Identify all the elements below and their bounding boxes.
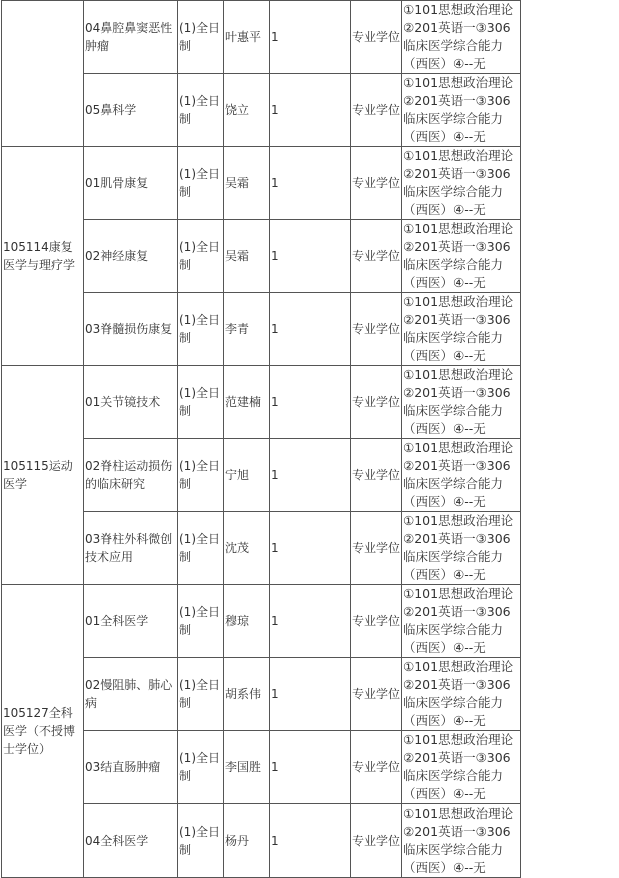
supervisor-cell (224, 512, 270, 585)
quota-cell (270, 293, 351, 366)
degree-type-cell (351, 74, 402, 147)
degree-type-cell (351, 1, 402, 74)
research-direction: 01肌骨康复 (85, 176, 149, 190)
study-mode: (1)全日制 (179, 386, 220, 418)
exam-subjects: ①101思想政治理论②201英语一③306临床医学综合能力（西医）④--无 (403, 221, 514, 290)
supervisor-cell (224, 585, 270, 658)
quota-cell (270, 658, 351, 731)
degree-type-cell (351, 585, 402, 658)
degree-type: 专业学位 (352, 103, 401, 117)
research-direction: 02脊柱运动损伤的临床研究 (85, 459, 173, 491)
study-mode-cell (178, 512, 224, 585)
study-mode: (1)全日制 (179, 94, 220, 126)
study-mode-cell (178, 658, 224, 731)
degree-type-cell (351, 439, 402, 512)
exam-subjects-cell (402, 293, 521, 366)
supervisor-cell (224, 804, 270, 878)
degree-type-cell (351, 220, 402, 293)
study-mode-cell (178, 293, 224, 366)
exam-subjects-cell (402, 512, 521, 585)
table-row (2, 366, 521, 439)
direction-cell (84, 585, 178, 658)
supervisor-cell (224, 1, 270, 74)
quota-cell (270, 74, 351, 147)
exam-subjects-cell (402, 585, 521, 658)
study-mode-cell (178, 731, 224, 804)
exam-subjects: ①101思想政治理论②201英语一③306临床医学综合能力（西医）④--无 (403, 805, 514, 875)
degree-type: 专业学位 (352, 833, 401, 848)
exam-subjects: ①101思想政治理论②201英语一③306临床医学综合能力（西医）④--无 (403, 148, 514, 217)
study-mode: (1)全日制 (179, 605, 220, 637)
supervisor-cell (224, 220, 270, 293)
quota: 1 (271, 395, 279, 409)
direction-cell (84, 220, 178, 293)
supervisor-cell (224, 147, 270, 220)
exam-subjects: ①101思想政治理论②201英语一③306临床医学综合能力（西医）④--无 (403, 294, 514, 363)
degree-type: 专业学位 (352, 614, 401, 628)
exam-subjects-cell (402, 658, 521, 731)
degree-type-cell (351, 366, 402, 439)
quota: 1 (271, 687, 279, 701)
exam-subjects: ①101思想政治理论②201英语一③306临床医学综合能力（西医）④--无 (403, 75, 514, 144)
direction-cell (84, 366, 178, 439)
degree-type: 专业学位 (352, 687, 401, 701)
quota-cell (270, 731, 351, 804)
supervisor: 吴霜 (225, 249, 250, 263)
study-mode-cell (178, 1, 224, 74)
supervisor: 李国胜 (225, 760, 262, 774)
direction-cell (84, 1, 178, 74)
supervisor: 吴霜 (225, 176, 250, 190)
quota: 1 (271, 322, 279, 336)
research-direction: 03脊髓损伤康复 (85, 322, 173, 336)
study-mode: (1)全日制 (179, 751, 220, 783)
degree-type: 专业学位 (352, 541, 401, 555)
study-mode: (1)全日制 (179, 240, 220, 272)
degree-type-cell (351, 147, 402, 220)
major-name: 105114康复医学与理疗学 (3, 240, 76, 272)
supervisor: 范建楠 (225, 395, 262, 409)
degree-type-cell (351, 804, 402, 878)
supervisor-cell (224, 731, 270, 804)
degree-type-cell (351, 658, 402, 731)
table-row (2, 585, 521, 658)
supervisor: 穆琼 (225, 614, 250, 628)
exam-subjects-cell (402, 1, 521, 74)
major-cell (2, 147, 84, 366)
supervisor-cell (224, 366, 270, 439)
direction-cell (84, 512, 178, 585)
quota: 1 (271, 614, 279, 628)
quota-cell (270, 147, 351, 220)
exam-subjects: ①101思想政治理论②201英语一③306临床医学综合能力（西医）④--无 (403, 659, 514, 728)
degree-type: 专业学位 (352, 249, 401, 263)
major-cell (2, 366, 84, 585)
research-direction: 01全科医学 (85, 614, 149, 628)
quota-cell (270, 366, 351, 439)
study-mode-cell (178, 804, 224, 878)
direction-cell (84, 439, 178, 512)
research-direction: 03结直肠肿瘤 (85, 760, 161, 774)
study-mode: (1)全日制 (179, 313, 220, 345)
direction-cell (84, 74, 178, 147)
study-mode: (1)全日制 (179, 532, 220, 564)
quota: 1 (271, 103, 279, 117)
exam-subjects-cell (402, 731, 521, 804)
degree-type: 专业学位 (352, 760, 401, 774)
quota-cell (270, 512, 351, 585)
exam-subjects: ①101思想政治理论②201英语一③306临床医学综合能力（西医）④--无 (403, 440, 514, 509)
supervisor-cell (224, 658, 270, 731)
supervisor: 杨丹 (225, 833, 250, 848)
exam-subjects: ①101思想政治理论②201英语一③306临床医学综合能力（西医）④--无 (403, 2, 514, 71)
direction-cell (84, 731, 178, 804)
study-mode: (1)全日制 (179, 21, 220, 53)
exam-subjects: ①101思想政治理论②201英语一③306临床医学综合能力（西医）④--无 (403, 732, 514, 801)
quota-cell (270, 439, 351, 512)
research-direction: 02神经康复 (85, 249, 149, 263)
research-direction: 04全科医学 (85, 833, 149, 848)
study-mode: (1)全日制 (179, 167, 220, 199)
direction-cell (84, 804, 178, 878)
exam-subjects-cell (402, 147, 521, 220)
major-cell (2, 585, 84, 878)
study-mode-cell (178, 74, 224, 147)
degree-type: 专业学位 (352, 468, 401, 482)
degree-type: 专业学位 (352, 395, 401, 409)
study-mode-cell (178, 585, 224, 658)
research-direction: 05鼻科学 (85, 103, 137, 117)
table-row (2, 147, 521, 220)
quota-cell (270, 585, 351, 658)
supervisor-cell (224, 74, 270, 147)
quota: 1 (271, 760, 279, 774)
degree-type-cell (351, 731, 402, 804)
exam-subjects-cell (402, 366, 521, 439)
admissions-catalog-table (1, 0, 521, 878)
research-direction: 03脊柱外科微创技术应用 (85, 532, 173, 564)
major-name: 105115运动医学 (3, 459, 73, 491)
quota: 1 (271, 833, 279, 848)
supervisor-cell (224, 293, 270, 366)
study-mode-cell (178, 220, 224, 293)
direction-cell (84, 658, 178, 731)
quota-cell (270, 220, 351, 293)
study-mode: (1)全日制 (179, 459, 220, 491)
supervisor: 沈茂 (225, 541, 250, 555)
table-row (2, 1, 521, 74)
supervisor: 李青 (225, 322, 250, 336)
degree-type-cell (351, 293, 402, 366)
study-mode: (1)全日制 (179, 678, 220, 710)
direction-cell (84, 293, 178, 366)
exam-subjects-cell (402, 220, 521, 293)
exam-subjects-cell (402, 439, 521, 512)
research-direction: 04鼻腔鼻窦恶性肿瘤 (85, 21, 173, 53)
major-name: 105127全科医学（不授博士学位） (3, 706, 76, 756)
study-mode-cell (178, 439, 224, 512)
degree-type: 专业学位 (352, 30, 401, 44)
supervisor: 宁旭 (225, 468, 250, 482)
supervisor: 胡系伟 (225, 687, 262, 701)
major-cell-continued (2, 1, 84, 147)
degree-type: 专业学位 (352, 322, 401, 336)
quota-cell (270, 1, 351, 74)
exam-subjects: ①101思想政治理论②201英语一③306临床医学综合能力（西医）④--无 (403, 586, 514, 655)
quota: 1 (271, 176, 279, 190)
direction-cell (84, 147, 178, 220)
degree-type: 专业学位 (352, 176, 401, 190)
quota: 1 (271, 249, 279, 263)
exam-subjects: ①101思想政治理论②201英语一③306临床医学综合能力（西医）④--无 (403, 513, 514, 582)
exam-subjects-cell (402, 804, 521, 878)
exam-subjects: ①101思想政治理论②201英语一③306临床医学综合能力（西医）④--无 (403, 367, 514, 436)
quota: 1 (271, 468, 279, 482)
study-mode: (1)全日制 (179, 824, 220, 857)
quota: 1 (271, 541, 279, 555)
supervisor: 叶惠平 (225, 30, 262, 44)
study-mode-cell (178, 147, 224, 220)
research-direction: 02慢阻肺、肺心病 (85, 678, 173, 710)
research-direction: 01关节镜技术 (85, 395, 161, 409)
study-mode-cell (178, 366, 224, 439)
quota-cell (270, 804, 351, 878)
quota: 1 (271, 30, 279, 44)
supervisor-cell (224, 439, 270, 512)
degree-type-cell (351, 512, 402, 585)
exam-subjects-cell (402, 74, 521, 147)
supervisor: 饶立 (225, 103, 250, 117)
